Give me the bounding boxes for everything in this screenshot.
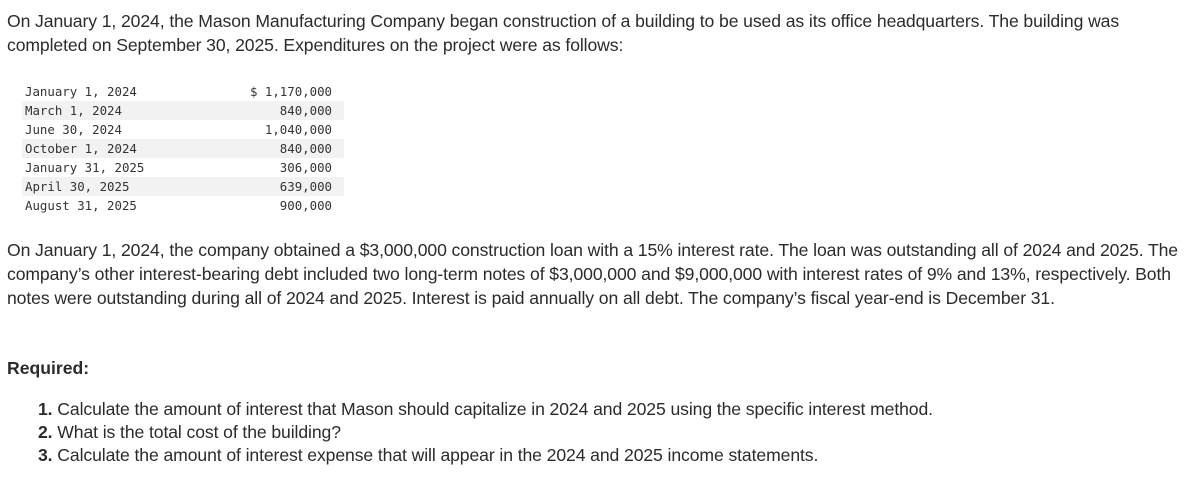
expenditure-date: October 1, 2024	[25, 141, 137, 156]
item-text: What is the total cost of the building?	[57, 422, 341, 442]
table-row	[22, 139, 344, 158]
expenditure-amount: 306,000	[279, 160, 332, 175]
table-row	[22, 120, 344, 139]
table-row	[22, 82, 344, 101]
expenditure-amount: 840,000	[279, 141, 332, 156]
expenditure-amount: 900,000	[279, 198, 332, 213]
expenditure-date: January 31, 2025	[25, 160, 145, 175]
expenditure-date: April 30, 2025	[25, 179, 130, 194]
expenditure-amount: $ 1,170,000	[249, 84, 332, 99]
expenditure-date: January 1, 2024	[25, 84, 137, 99]
item-number: 2.	[38, 422, 53, 442]
loan-paragraph: On January 1, 2024, the company obtained a $3,000,000 construction loan with a 15% interest rate. The loan was outstanding all of 2024 and 2025. The company’s other interest-bearing debt included two long-term notes of $3,000,000 and $9,000,000 with interest rates of 9% and 13%, respectively. Both notes were outstanding during all of 2024 and 2025. Interest is paid annually on all debt. The company’s fiscal year-end is December 31.	[7, 240, 1178, 308]
table-row	[22, 177, 344, 196]
item-text: Calculate the amount of interest expense that will appear in the 2024 and 2025 income statements.	[57, 445, 819, 465]
item-text: Calculate the amount of interest that Mason should capitalize in 2024 and 2025 using the specific interest method.	[57, 399, 933, 419]
expenditure-amount: 1,040,000	[264, 122, 332, 137]
list-item	[38, 421, 933, 444]
item-number: 3.	[38, 445, 53, 465]
required-list	[38, 398, 933, 467]
item-number: 1.	[38, 399, 53, 419]
expenditure-date: June 30, 2024	[25, 122, 122, 137]
list-item	[38, 398, 933, 421]
expenditure-amount: 840,000	[279, 103, 332, 118]
expenditure-amount: 639,000	[279, 179, 332, 194]
required-heading: Required:	[7, 358, 90, 378]
intro-paragraph: On January 1, 2024, the Mason Manufacturing Company began construction of a building to be used as its office headquarters. The building was completed on September 30, 2025. Expenditures on the project were as follows:	[7, 11, 1120, 55]
list-item	[38, 444, 933, 467]
expenditures-table	[22, 82, 344, 215]
table-row	[22, 101, 344, 120]
table-row	[22, 158, 344, 177]
expenditure-date: August 31, 2025	[25, 198, 137, 213]
table-row	[22, 196, 344, 215]
expenditure-date: March 1, 2024	[25, 103, 122, 118]
